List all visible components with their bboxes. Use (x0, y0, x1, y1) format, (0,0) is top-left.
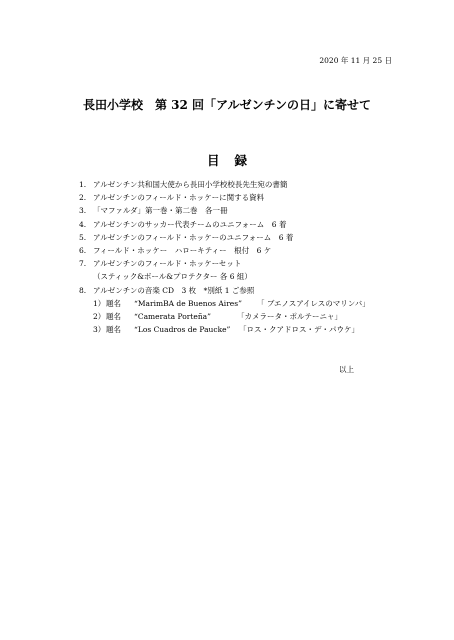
catalog-heading: 目録 (206, 153, 262, 168)
list-item (79, 191, 399, 204)
closing-remark: 以上 (339, 365, 354, 374)
list-item (79, 244, 399, 257)
item-number: 5. (79, 232, 87, 242)
list-item (79, 284, 399, 297)
cd-item (79, 310, 399, 323)
cd-title-japanese: 「カメラータ・ポルテーニャ」 (237, 311, 342, 321)
item-number: 8. (79, 285, 87, 295)
cd-kind-label: 題名 (106, 325, 121, 335)
item-text: フィールド・ホッケー ハローキティー 根付 6 ケ (93, 245, 272, 255)
cd-item (79, 297, 399, 310)
item-number: 6. (79, 245, 87, 255)
cd-kind-label: 題名 (106, 298, 121, 308)
list-item (79, 231, 399, 244)
item-text: アルゼンチンのフィールド・ホッケーのユニフォーム 6 着 (93, 232, 294, 242)
item-text: 「マファルダ」第一巻・第二巻 各一冊 (93, 206, 228, 216)
item-number: 4. (79, 219, 87, 229)
cd-title-original: “MarimBA de Buenos Aires” (134, 298, 242, 308)
cd-number: 2） (93, 311, 106, 321)
list-item (79, 218, 399, 231)
cd-number: 3） (93, 325, 106, 335)
item-text: （スティック&ボール&プロテクター 各 6 組） (93, 272, 252, 282)
item-text: アルゼンチンのサッカー代表チームのユニフォーム 6 着 (93, 219, 287, 229)
cd-kind-label: 題名 (106, 311, 121, 321)
item-number: 3. (79, 206, 87, 216)
list-item (79, 204, 399, 217)
cd-item (79, 323, 399, 336)
cd-title-japanese: 「ロス・クアドロス・デ・パウケ」 (239, 325, 359, 335)
list-item (79, 178, 399, 191)
cd-number: 1） (93, 298, 106, 308)
document-date: 2020 年 11 月 25 日 (319, 56, 392, 65)
item-number: 7. (79, 259, 87, 269)
catalog-list (79, 178, 399, 336)
item-number: 1. (79, 180, 87, 189)
item-number: 2. (79, 193, 87, 203)
item-text: アルゼンチンの音楽 CD 3 枚 *別紙 1 ご参照 (93, 285, 255, 295)
cd-title-original: “Camerata Porteña” (134, 311, 211, 321)
cd-title-original: “Los Cuadros de Paucke” (134, 325, 231, 335)
item-text: アルゼンチン共和国大使から長田小学校校長先生宛の書簡 (93, 180, 288, 189)
item-text: アルゼンチンのフィールド・ホッケーセット (93, 259, 242, 269)
item-text: アルゼンチンのフィールド・ホッケーに関する資料 (93, 193, 265, 203)
cd-title-japanese: 「 ブエノスアイレスのマリンバ」 (257, 298, 370, 308)
list-item (79, 257, 399, 270)
document-title: 長田小学校 第 32 回「アルゼンチンの日」に寄せて (83, 98, 371, 112)
list-item-continuation (79, 270, 399, 283)
